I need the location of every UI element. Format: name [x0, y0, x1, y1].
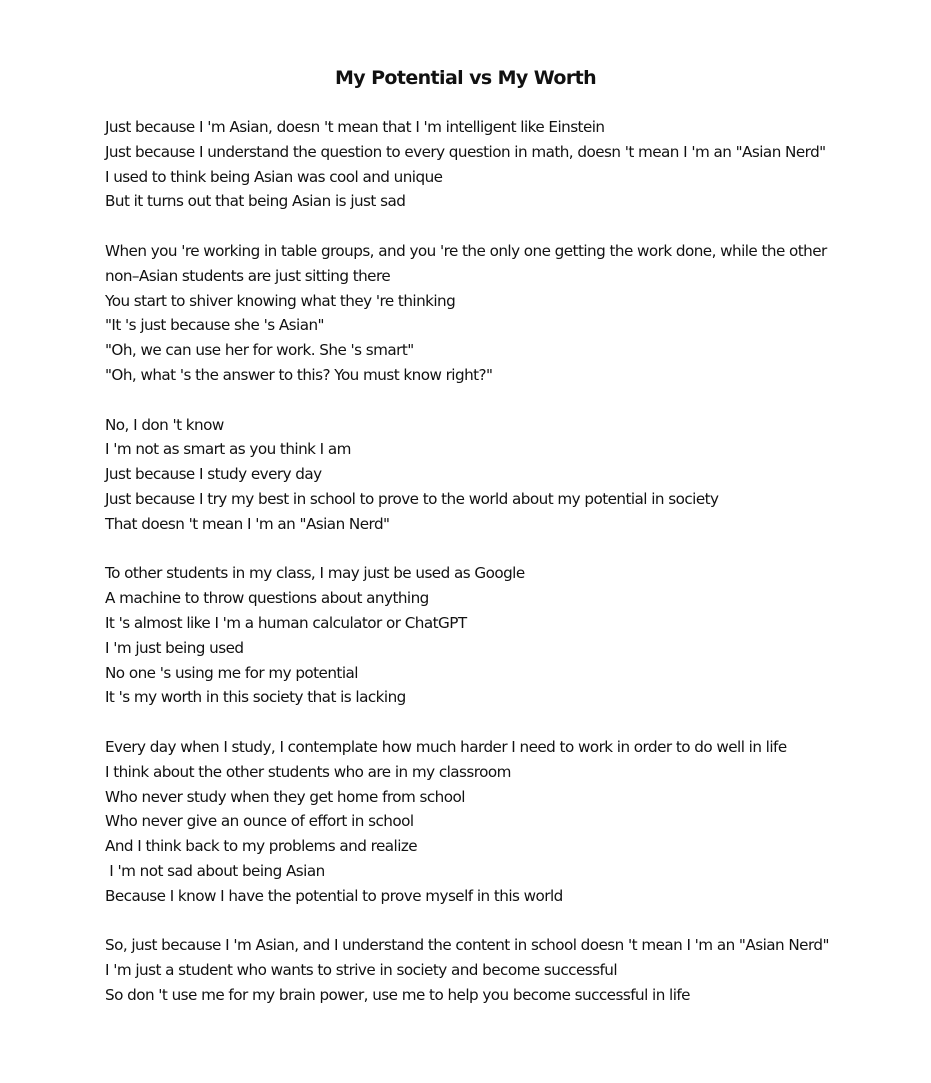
- poem-line: When you 're working in table groups, and you 're the only one getting the work done, while the other: [105, 241, 827, 260]
- poem-line: I 'm just being used: [105, 638, 244, 657]
- poem-line: I 'm just a student who wants to strive in society and become successful: [105, 961, 618, 980]
- poem-line: But it turns out that being Asian is just sad: [105, 192, 406, 211]
- stanza-1: [105, 115, 905, 214]
- poem-line: I 'm not sad about being Asian: [105, 861, 325, 880]
- poem-line: "Oh, what 's the answer to this? You must know right?": [105, 365, 493, 384]
- stanza-4: [105, 561, 905, 710]
- poem-line: "It 's just because she 's Asian": [105, 316, 324, 335]
- poem-line: Just because I study every day: [105, 465, 322, 484]
- poem-line: And I think back to my problems and realize: [105, 837, 418, 856]
- poem-line: I think about the other students who are in my classroom: [105, 762, 511, 781]
- poem-title: My Potential vs My Worth: [334, 67, 597, 89]
- poem-line: No, I don 't know: [105, 415, 224, 434]
- poem-line: No one 's using me for my potential: [105, 663, 358, 682]
- poem-body: [105, 115, 905, 1032]
- poem-line: non–Asian students are just sitting there: [105, 266, 391, 285]
- poem-line: Every day when I study, I contemplate how much harder I need to work in order to do well in life: [105, 737, 787, 756]
- stanza-6: [105, 933, 905, 1007]
- stanza-3: [105, 413, 905, 537]
- poem-line: You start to shiver knowing what they 're thinking: [105, 291, 456, 310]
- poem-line: I 'm not as smart as you think I am: [105, 440, 351, 459]
- poem-line: Just because I 'm Asian, doesn 't mean that I 'm intelligent like Einstein: [105, 118, 605, 136]
- poem-line: So, just because I 'm Asian, and I understand the content in school doesn 't mean I 'm an "Asian Nerd": [105, 936, 829, 955]
- poem-line: It 's almost like I 'm a human calculator or ChatGPT: [105, 613, 467, 632]
- poem-line: Just because I try my best in school to prove to the world about my potential in society: [105, 489, 719, 508]
- poem-line: To other students in my class, I may just be used as Google: [105, 564, 525, 583]
- poem-line: Just because I understand the question to every question in math, doesn 't mean I 'm an "Asian Nerd": [105, 142, 826, 161]
- poem-line: Who never study when they get home from school: [105, 787, 465, 806]
- poem-line: It 's my worth in this society that is lacking: [105, 688, 406, 707]
- poem-line: Who never give an ounce of effort in school: [105, 812, 414, 831]
- poem-line: I used to think being Asian was cool and unique: [105, 167, 443, 186]
- stanza-2: [105, 239, 905, 388]
- poem-line: "Oh, we can use her for work. She 's smart": [105, 341, 414, 360]
- stanza-5: [105, 735, 905, 909]
- poem-line: That doesn 't mean I 'm an "Asian Nerd": [105, 514, 390, 533]
- poem-line: So don 't use me for my brain power, use me to help you become successful in life: [105, 985, 690, 1004]
- poem-line: A machine to throw questions about anything: [105, 589, 429, 608]
- poem-line: Because I know I have the potential to prove myself in this world: [105, 886, 563, 905]
